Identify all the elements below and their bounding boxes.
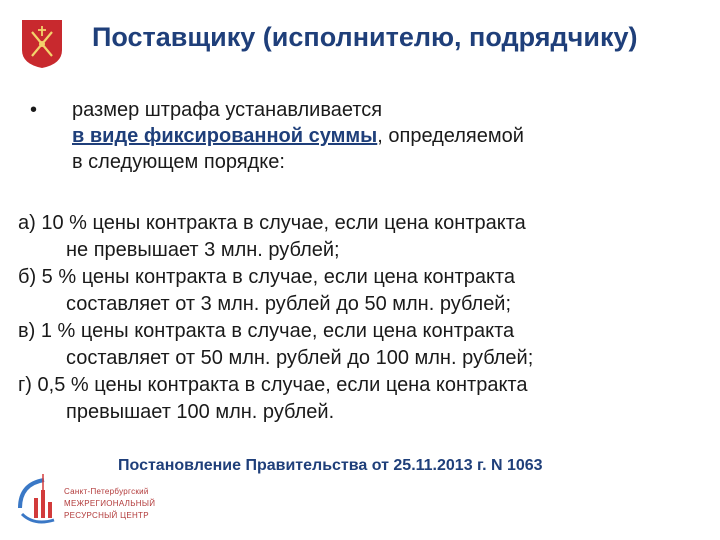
- bullet-line-2-rest: , определяемой: [377, 125, 524, 147]
- list-item-line: б) 5 % цены контракта в случае, если цена контракта: [18, 266, 515, 288]
- list-item-line: составляет от 3 млн. рублей до 50 млн. рублей;: [66, 293, 512, 315]
- list-item: [18, 372, 698, 426]
- bullet-text: [72, 97, 672, 175]
- bullet-line-3: в следующем порядке:: [72, 151, 285, 173]
- logo-caption: [64, 486, 155, 522]
- list-item-line: составляет от 50 млн. рублей до 100 млн. рублей;: [66, 347, 534, 369]
- list-item-line: г) 0,5 % цены контракта в случае, если цена контракта: [18, 374, 528, 396]
- logo-line: Санкт-Петербургский: [64, 487, 149, 496]
- government-decree-reference: Постановление Правительства от 25.11.2013 г. N 1063: [118, 457, 543, 474]
- list-item: [18, 264, 698, 318]
- bullet-line-1: размер штрафа устанавливается: [72, 99, 383, 121]
- list-item-line: а) 10 % цены контракта в случае, если цена контракта: [18, 212, 526, 234]
- list-item-line: превышает 100 млн. рублей.: [66, 401, 335, 423]
- bullet-line-2: [72, 123, 672, 149]
- list-item: [18, 210, 698, 264]
- city-crest-icon: [20, 18, 64, 70]
- bullet-dot-icon: •: [30, 99, 38, 121]
- logo-line: МЕЖРЕГИОНАЛЬНЫЙ: [64, 499, 156, 508]
- penalty-list: [18, 210, 698, 426]
- fixed-sum-emphasis: в виде фиксированной суммы: [72, 125, 378, 147]
- list-item-line: не превышает 3 млн. рублей;: [66, 239, 340, 261]
- logo-line: РЕСУРСНЫЙ ЦЕНТР: [64, 511, 149, 520]
- list-item-line: в) 1 % цены контракта в случае, если цена контракта: [18, 320, 515, 342]
- list-item: [18, 318, 698, 372]
- page-title: Поставщику (исполнителю, подрядчику): [92, 22, 638, 52]
